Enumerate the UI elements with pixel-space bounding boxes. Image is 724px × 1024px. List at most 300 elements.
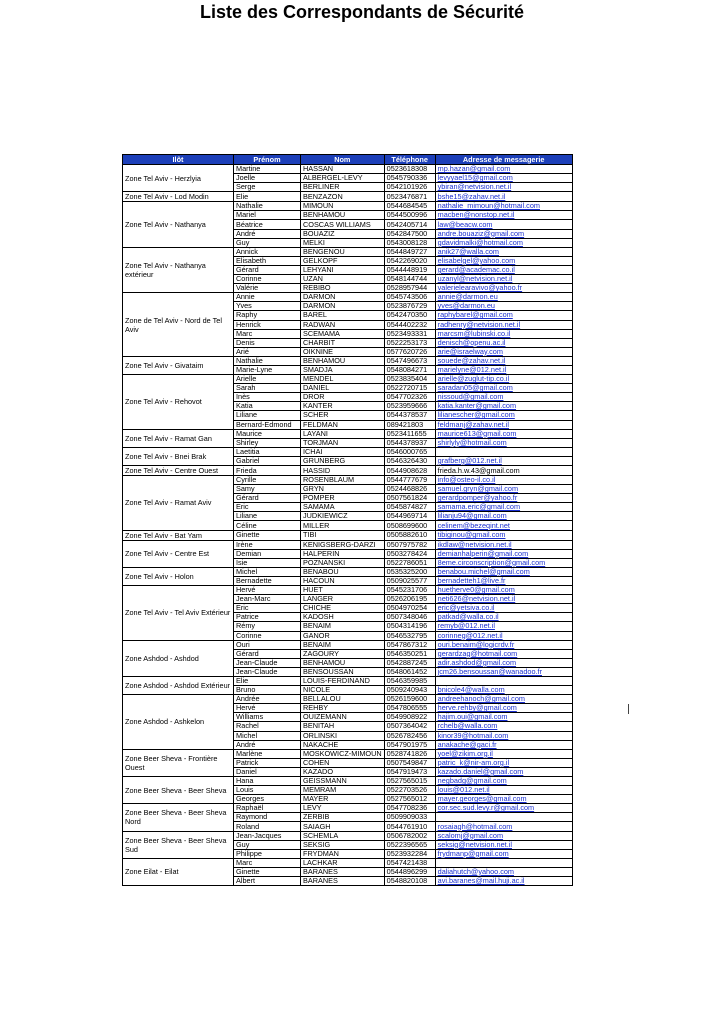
prenom-cell: Ginette	[234, 530, 301, 540]
prenom-cell: Raymond	[234, 813, 301, 822]
prenom-cell: Irène	[234, 540, 301, 549]
email-link[interactable]: uzanyl@netvision.net.il	[435, 275, 572, 284]
telephone-cell: 0507975782	[384, 540, 435, 549]
email-link[interactable]: celinem@bezeqint.net	[435, 521, 572, 530]
email-link[interactable]: ouri.benaim@logicrdv.fr	[435, 640, 572, 649]
prenom-cell: Roland	[234, 822, 301, 831]
nom-cell: HUET	[301, 586, 385, 595]
email-link[interactable]: law@beacw.com	[435, 220, 572, 229]
telephone-cell: 0547806555	[384, 704, 435, 713]
telephone-cell: 0544896299	[384, 867, 435, 876]
email-link[interactable]: radhenry@netvision.net.il	[435, 320, 572, 329]
telephone-cell: 0507364042	[384, 722, 435, 731]
email-link[interactable]: frydmanp@gmail.com	[435, 849, 572, 858]
nom-cell: FELDMAN	[301, 420, 385, 429]
email-link[interactable]: kazado.daniel@gmail.com	[435, 767, 572, 776]
email-link[interactable]: remyb@012.net.il	[435, 622, 572, 631]
ilot-cell: Zone Ashdod - Ashdod Extérieur	[123, 676, 234, 694]
nom-cell: REHBY	[301, 704, 385, 713]
email-link[interactable]: andreehanoch@gmail.com	[435, 695, 572, 704]
nom-cell: ZERBIB	[301, 813, 385, 822]
header-prenom: Prénom	[234, 155, 301, 165]
email-link[interactable]: marielyne@012.net.il	[435, 365, 572, 374]
nom-cell: NICOLE	[301, 686, 385, 695]
text-cursor	[628, 704, 629, 714]
email-link[interactable]: bernadetteh1@live.fr	[435, 576, 572, 585]
prenom-cell: Elisabeth	[234, 256, 301, 265]
email-link[interactable]: mp.hazan@gmail.com	[435, 165, 572, 174]
nom-cell: MEMRAM	[301, 786, 385, 795]
prenom-cell: Katia	[234, 402, 301, 411]
telephone-cell: 0546359985	[384, 676, 435, 685]
prenom-cell: Béatrice	[234, 220, 301, 229]
table-row	[123, 356, 573, 365]
prenom-cell: Michel	[234, 731, 301, 740]
telephone-cell: 0547708236	[384, 804, 435, 813]
nom-cell: POZNANSKI	[301, 558, 385, 567]
email-link[interactable]: rosaiagh@hotmail.com	[435, 822, 572, 831]
email-link[interactable]: lilianescher@gmail.com	[435, 411, 572, 420]
email-link	[435, 813, 572, 822]
email-link[interactable]: ybiran@netvision.net.il	[435, 183, 572, 192]
email-link[interactable]: hajim.oui@gmail.com	[435, 713, 572, 722]
email-link[interactable]: benabou.michel@gmail.com	[435, 567, 572, 576]
nom-cell: MOSKOWICZ-MIMOUN	[301, 749, 385, 758]
table-row	[123, 375, 573, 384]
telephone-cell: 0544761910	[384, 822, 435, 831]
email-link[interactable]: raphybarel@gmail.com	[435, 311, 572, 320]
telephone-cell: 0544849727	[384, 247, 435, 256]
prenom-cell: Céline	[234, 521, 301, 530]
nom-cell: KADOSH	[301, 613, 385, 622]
table-row	[123, 695, 573, 704]
nom-cell: BENAIM	[301, 622, 385, 631]
email-link[interactable]: valerielearavivo@yahoo.fr	[435, 284, 572, 293]
nom-cell: CHARBIT	[301, 338, 385, 347]
email-link[interactable]: gdavidmalki@hotmail.com	[435, 238, 572, 247]
nom-cell: SAIAGH	[301, 822, 385, 831]
email-link[interactable]: patric_k@nir-am.org.il	[435, 758, 572, 767]
nom-cell: POMPER	[301, 494, 385, 503]
prenom-cell: Valérie	[234, 284, 301, 293]
telephone-cell: 0544969714	[384, 512, 435, 521]
email-link[interactable]: adir.ashdod@gmail.com	[435, 658, 572, 667]
ilot-cell: Zone Beer Sheva - Beer Sheva Nord	[123, 804, 234, 831]
nom-cell: KAZADO	[301, 767, 385, 776]
telephone-cell: 0542847500	[384, 229, 435, 238]
prenom-cell: Mariel	[234, 211, 301, 220]
email-link[interactable]: eric@yetsiva.co.il	[435, 604, 572, 613]
nom-cell: SCEMAMA	[301, 329, 385, 338]
telephone-cell: 0547901975	[384, 740, 435, 749]
prenom-cell: Jean-Marc	[234, 595, 301, 604]
email-link[interactable]: souede@zahav.net.il	[435, 356, 572, 365]
email-link[interactable]: samama.eric@gmail.com	[435, 503, 572, 512]
email-link[interactable]: negbadg@gmail.com	[435, 777, 572, 786]
nom-cell: BARANES	[301, 877, 385, 886]
telephone-cell: 0526206195	[384, 595, 435, 604]
prenom-cell: Sarah	[234, 384, 301, 393]
nom-cell: GEISSMANN	[301, 777, 385, 786]
prenom-cell: Frieda	[234, 466, 301, 476]
email-link[interactable]: nissoud@gmail.com	[435, 393, 572, 402]
table-row	[123, 640, 573, 649]
email-link[interactable]: jcm26.bensoussan@wanadoo.fr	[435, 667, 572, 676]
prenom-cell: Raphy	[234, 311, 301, 320]
header-nom: Nom	[301, 155, 385, 165]
email-link[interactable]: saradan05@gmail.com	[435, 384, 572, 393]
prenom-cell: Elie	[234, 192, 301, 202]
prenom-cell: Hana	[234, 777, 301, 786]
nom-cell: JUDKIEWICZ	[301, 512, 385, 521]
prenom-cell: Nathalie	[234, 202, 301, 211]
ilot-cell: Zone Eilat - Eilat	[123, 858, 234, 885]
telephone-cell: 0542470350	[384, 311, 435, 320]
nom-cell: RADWAN	[301, 320, 385, 329]
telephone-cell: 0549908922	[384, 713, 435, 722]
email-link[interactable]: mayer.georges@gmail.com	[435, 795, 572, 804]
prenom-cell: Arié	[234, 347, 301, 356]
nom-cell: ICHAI	[301, 447, 385, 456]
telephone-cell: 0577620726	[384, 347, 435, 356]
email-link[interactable]: maurice613@gmail.com	[435, 429, 572, 438]
prenom-cell: Cyrille	[234, 476, 301, 485]
table-row	[123, 476, 573, 485]
nom-cell: HACOUN	[301, 576, 385, 585]
telephone-cell: 0528741826	[384, 749, 435, 758]
nom-cell: LEVY	[301, 804, 385, 813]
email-link	[435, 858, 572, 867]
prenom-cell: Denis	[234, 338, 301, 347]
telephone-cell: 0509025577	[384, 576, 435, 585]
nom-cell: BENHAMOU	[301, 211, 385, 220]
nom-cell: ZAGOURY	[301, 649, 385, 658]
email-link[interactable]: anik27@walla.com	[435, 247, 572, 256]
telephone-cell: 0547421438	[384, 858, 435, 867]
prenom-cell: Laetitia	[234, 447, 301, 456]
telephone-cell: 0535325200	[384, 567, 435, 576]
nom-cell: COSCAS WILLIAMS	[301, 220, 385, 229]
table-row	[123, 586, 573, 595]
table-row	[123, 447, 573, 456]
telephone-cell: 0509240943	[384, 686, 435, 695]
email-link[interactable]: demianhalperin@gmail.com	[435, 549, 572, 558]
nom-cell: HASSID	[301, 466, 385, 476]
header-email: Adresse de messagerie	[435, 155, 572, 165]
email-link[interactable]: 8eme.circonscription@gmail.com	[435, 558, 572, 567]
email-link[interactable]: andre.bouaziz@gmail.com	[435, 229, 572, 238]
telephone-cell: 0544684545	[384, 202, 435, 211]
prenom-cell: Georges	[234, 795, 301, 804]
nom-cell: LANGER	[301, 595, 385, 604]
telephone-cell: 0507348046	[384, 613, 435, 622]
telephone-cell: 0548061452	[384, 667, 435, 676]
email-link[interactable]: huetherve0@gmail.com	[435, 586, 572, 595]
telephone-cell: 0548084271	[384, 365, 435, 374]
table-row	[123, 831, 573, 840]
email-link[interactable]: levyyael15@gmail.com	[435, 174, 572, 183]
nom-cell: SAMAMA	[301, 503, 385, 512]
email-link[interactable]: yves@darmon.eu	[435, 302, 572, 311]
email-link[interactable]: ikdlaw@netvision.net.il	[435, 540, 572, 549]
nom-cell: SEKSIG	[301, 840, 385, 849]
email-link	[435, 676, 572, 685]
email-link[interactable]: macben@nonstop.net.il	[435, 211, 572, 220]
prenom-cell: Annick	[234, 247, 301, 256]
telephone-cell: 0543008128	[384, 238, 435, 247]
prenom-cell: Demian	[234, 549, 301, 558]
telephone-cell: 0523959666	[384, 402, 435, 411]
nom-cell: LAYANI	[301, 429, 385, 438]
nom-cell: MAYER	[301, 795, 385, 804]
prenom-cell: Patrice	[234, 613, 301, 622]
telephone-cell: 0544378537	[384, 411, 435, 420]
prenom-cell: Serge	[234, 183, 301, 192]
telephone-cell: 0542101926	[384, 183, 435, 192]
telephone-cell: 0523493331	[384, 329, 435, 338]
email-link[interactable]: katia.kanter@gmail.com	[435, 402, 572, 411]
table-row	[123, 804, 573, 813]
ilot-cell: Zone Tel Aviv - Nathanya extérieur	[123, 247, 234, 292]
prenom-cell: André	[234, 229, 301, 238]
prenom-cell: Shirley	[234, 438, 301, 447]
telephone-cell: 0546350251	[384, 649, 435, 658]
telephone-cell: 0544908628	[384, 466, 435, 476]
telephone-cell: 0504314196	[384, 622, 435, 631]
table-row	[123, 293, 573, 302]
table-body	[123, 165, 573, 886]
prenom-cell: Gérard	[234, 649, 301, 658]
nom-cell: GANOR	[301, 631, 385, 640]
telephone-cell: 0542887245	[384, 658, 435, 667]
prenom-cell: Martine	[234, 165, 301, 174]
email-link[interactable]: shirlyly@hotmail.com	[435, 438, 572, 447]
nom-cell: BOUAZIZ	[301, 229, 385, 238]
email-link[interactable]: corinneg@012.net.il	[435, 631, 572, 640]
telephone-cell: 0522396565	[384, 840, 435, 849]
email-link[interactable]: samuel.gryn@gmail.com	[435, 485, 572, 494]
email-link[interactable]: info@osteo-il.co.il	[435, 476, 572, 485]
ilot-cell: Zone Beer Sheva - Beer Sheva Sud	[123, 831, 234, 858]
telephone-cell: 0545874827	[384, 503, 435, 512]
telephone-cell: 0527565015	[384, 777, 435, 786]
ilot-cell: Zone Ashdod - Ashdod	[123, 640, 234, 676]
telephone-cell: 0523476871	[384, 192, 435, 202]
ilot-cell: Zone Tel Aviv - Tel Aviv Extérieur	[123, 586, 234, 641]
telephone-cell: 0522720715	[384, 384, 435, 393]
table-row	[123, 749, 573, 758]
telephone-cell: 0506782002	[384, 831, 435, 840]
telephone-cell: 0542405714	[384, 220, 435, 229]
telephone-cell: 0507549847	[384, 758, 435, 767]
prenom-cell: Rachel	[234, 722, 301, 731]
telephone-cell: 0545790336	[384, 174, 435, 183]
telephone-cell: 0544378937	[384, 438, 435, 447]
nom-cell: OUIZEMANN	[301, 713, 385, 722]
email-link[interactable]: lilianju94@gmail.com	[435, 512, 572, 521]
ilot-cell: Zone Tel Aviv - Givataim	[123, 356, 234, 374]
email-link[interactable]: elisabelgel@yahoo.com	[435, 256, 572, 265]
nom-cell: HALPERIN	[301, 549, 385, 558]
email-link[interactable]: avi.baranes@mail.huji.ac.il	[435, 877, 572, 886]
email-link[interactable]: gerard@academac.co.il	[435, 265, 572, 274]
nom-cell: MENDEL	[301, 375, 385, 384]
email-link[interactable]: bnicole4@walla.com	[435, 686, 572, 695]
nom-cell: LOUIS-FERDINAND	[301, 676, 385, 685]
prenom-cell: André	[234, 740, 301, 749]
email-link[interactable]: arie@israelway.com	[435, 347, 572, 356]
email-link[interactable]: bshe15@zahav.net.il	[435, 192, 572, 202]
prenom-cell: Guy	[234, 238, 301, 247]
email-link[interactable]: louis@012.net.il	[435, 786, 572, 795]
nom-cell: KANTER	[301, 402, 385, 411]
email-link: frieda.h.w.43@gmail.com	[435, 466, 572, 476]
prenom-cell: Gabriel	[234, 456, 301, 465]
prenom-cell: Annie	[234, 293, 301, 302]
ilot-cell: Zone Tel Aviv - Ramat Gan	[123, 429, 234, 447]
nom-cell: TORJMAN	[301, 438, 385, 447]
telephone-cell: 0544402232	[384, 320, 435, 329]
nom-cell: NAKACHE	[301, 740, 385, 749]
ilot-cell: Zone Tel Aviv - Centre Ouest	[123, 466, 234, 476]
email-link[interactable]: anakache@gaci.fr	[435, 740, 572, 749]
ilot-cell: Zone Tel Aviv - Bnei Brak	[123, 447, 234, 465]
email-link[interactable]: denisch@openu.ac.il	[435, 338, 572, 347]
prenom-cell: Ginette	[234, 867, 301, 876]
email-link[interactable]: feldmanj@zahav.net.il	[435, 420, 572, 429]
nom-cell: BARANES	[301, 867, 385, 876]
prenom-cell: Elie	[234, 676, 301, 685]
prenom-cell: Isie	[234, 558, 301, 567]
email-link[interactable]: gerardzag@hotmail.com	[435, 649, 572, 658]
telephone-cell: 0545231706	[384, 586, 435, 595]
email-link[interactable]: daliahutch@yahoo.com	[435, 867, 572, 876]
email-link[interactable]: tibiginou@gmail.com	[435, 530, 572, 540]
email-link[interactable]: yoel@zikim.org.il	[435, 749, 572, 758]
prenom-cell: Liliane	[234, 512, 301, 521]
telephone-cell: 0545743506	[384, 293, 435, 302]
email-link[interactable]: neti626@netvision.net.il	[435, 595, 572, 604]
telephone-cell: 0546000765	[384, 447, 435, 456]
telephone-cell: 0523411655	[384, 429, 435, 438]
ilot-cell: Zone Tel Aviv - Ramat Aviv	[123, 476, 234, 531]
nom-cell: BENZAZON	[301, 192, 385, 202]
prenom-cell: Williams	[234, 713, 301, 722]
telephone-cell: 0522253173	[384, 338, 435, 347]
prenom-cell: Bruno	[234, 686, 301, 695]
email-link[interactable]: marcsm@lubinski.co.il	[435, 329, 572, 338]
nom-cell: OIKNINE	[301, 347, 385, 356]
nom-cell: LACHKAR	[301, 858, 385, 867]
prenom-cell: Bernard-Edmond	[234, 420, 301, 429]
nom-cell: BENSOUSSAN	[301, 667, 385, 676]
telephone-cell: 0546326430	[384, 456, 435, 465]
nom-cell: KENIGSBERG-DARZI	[301, 540, 385, 549]
ilot-cell: Zone Tel Aviv - Nathanya	[123, 202, 234, 247]
table-header-row	[123, 155, 573, 165]
email-link[interactable]: gerardpomper@yahoo.fr	[435, 494, 572, 503]
telephone-cell: 0544448919	[384, 265, 435, 274]
email-link[interactable]: rchelb@walla.com	[435, 722, 572, 731]
prenom-cell: Gérard	[234, 265, 301, 274]
nom-cell: DARMON	[301, 293, 385, 302]
prenom-cell: Henrick	[234, 320, 301, 329]
nom-cell: DANIEL	[301, 384, 385, 393]
prenom-cell: Hervé	[234, 704, 301, 713]
table-row	[123, 192, 573, 202]
nom-cell: LEHYANI	[301, 265, 385, 274]
nom-cell: UZAN	[301, 275, 385, 284]
telephone-cell: 0522786051	[384, 558, 435, 567]
nom-cell: SCHEMLA	[301, 831, 385, 840]
prenom-cell: Albert	[234, 877, 301, 886]
table-row	[123, 567, 573, 576]
table-row	[123, 676, 573, 685]
email-link[interactable]: patkad@walla.co.il	[435, 613, 572, 622]
telephone-cell: 0548144744	[384, 275, 435, 284]
prenom-cell: Daniel	[234, 767, 301, 776]
email-link[interactable]: nathalie_mimoun@hotmail.com	[435, 202, 572, 211]
prenom-cell: Liliane	[234, 411, 301, 420]
header-telephone: Téléphone	[384, 155, 435, 165]
nom-cell: BENHAMOU	[301, 658, 385, 667]
telephone-cell: 0548820108	[384, 877, 435, 886]
nom-cell: BENITAH	[301, 722, 385, 731]
prenom-cell: Yves	[234, 302, 301, 311]
email-link[interactable]: herve.rehby@gmail.com	[435, 704, 572, 713]
table-row	[123, 429, 573, 438]
nom-cell: BENAIM	[301, 640, 385, 649]
email-link[interactable]: scalomj@gmail.com	[435, 831, 572, 840]
telephone-cell: 0526159600	[384, 695, 435, 704]
nom-cell: BENHAMOU	[301, 356, 385, 365]
prenom-cell: Samy	[234, 485, 301, 494]
email-link[interactable]: annie@darmon.eu	[435, 293, 572, 302]
nom-cell: REBIBO	[301, 284, 385, 293]
email-link[interactable]: cor.sec.sud.levy.r@gmail.com	[435, 804, 572, 813]
prenom-cell: Marc	[234, 858, 301, 867]
prenom-cell: Inès	[234, 393, 301, 402]
ilot-cell: Zone Tel Aviv - Bat Yam	[123, 530, 234, 540]
header-ilot: Ilôt	[123, 155, 234, 165]
telephone-cell: 0544777679	[384, 476, 435, 485]
telephone-cell: 0509909033	[384, 813, 435, 822]
nom-cell: BAREL	[301, 311, 385, 320]
table-row	[123, 247, 573, 256]
prenom-cell: Michel	[234, 567, 301, 576]
table-row	[123, 777, 573, 786]
telephone-cell: 0524468826	[384, 485, 435, 494]
email-link[interactable]: seksig@netvision.net.il	[435, 840, 572, 849]
email-link[interactable]: grafberg@012.net.il	[435, 456, 572, 465]
table-row	[123, 466, 573, 476]
nom-cell: MIMOUN	[301, 202, 385, 211]
telephone-cell: 0522703526	[384, 786, 435, 795]
email-link[interactable]: kinor39@hotmail.com	[435, 731, 572, 740]
prenom-cell: Jean-Claude	[234, 658, 301, 667]
table-row	[123, 530, 573, 540]
telephone-cell: 0547867312	[384, 640, 435, 649]
nom-cell: GELKOPF	[301, 256, 385, 265]
telephone-cell: 089421803	[384, 420, 435, 429]
prenom-cell: Marie-Lyne	[234, 365, 301, 374]
nom-cell: HASSAN	[301, 165, 385, 174]
prenom-cell: Marc	[234, 329, 301, 338]
email-link[interactable]: arielle@zuglut-tip.co.il	[435, 375, 572, 384]
prenom-cell: Joelle	[234, 174, 301, 183]
telephone-cell: 0523932284	[384, 849, 435, 858]
prenom-cell: Maurice	[234, 429, 301, 438]
